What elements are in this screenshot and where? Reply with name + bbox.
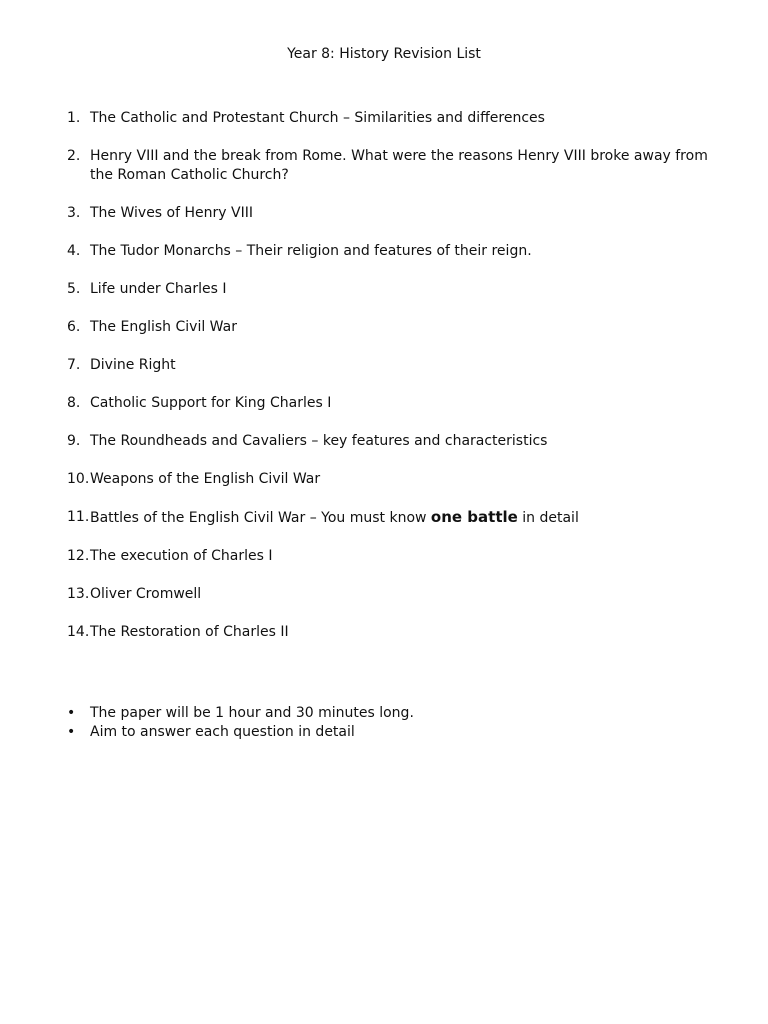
item-text: Henry VIII and the break from Rome. What were the reasons Henry VIII broke away from the Roman Catholic Church?: [90, 148, 708, 183]
item-number: 13.: [67, 586, 90, 602]
list-item: [67, 547, 717, 566]
list-item: [67, 147, 717, 185]
item-text: The Tudor Monarchs – Their religion and features of their reign.: [90, 243, 532, 259]
bullet-icon: •: [67, 724, 76, 740]
page-title: Year 8: History Revision List: [287, 46, 481, 62]
exam-notes-list: [67, 704, 717, 742]
list-item: [67, 204, 717, 223]
note-text: The paper will be 1 hour and 30 minutes long.: [90, 705, 414, 721]
item-text: The execution of Charles I: [90, 548, 273, 564]
item-number: 9.: [67, 433, 81, 449]
item-text: The English Civil War: [90, 319, 237, 335]
item-text: Catholic Support for King Charles I: [90, 395, 332, 411]
item-number: 10.: [67, 471, 90, 487]
list-item: [67, 585, 717, 604]
item-number: 8.: [67, 395, 81, 411]
item-number: 11.: [67, 509, 90, 525]
list-item: [67, 356, 717, 375]
list-item: [67, 109, 717, 128]
item-number: 7.: [67, 357, 81, 373]
list-item: [67, 432, 717, 451]
item-number: 4.: [67, 243, 81, 259]
item-number: 3.: [67, 205, 81, 221]
item-number: 5.: [67, 281, 81, 297]
bullet-icon: •: [67, 705, 76, 721]
item-number: 1.: [67, 110, 81, 126]
item-text: [90, 510, 579, 526]
item-text: Weapons of the English Civil War: [90, 471, 321, 487]
item-text: The Roundheads and Cavaliers – key features and characteristics: [90, 433, 548, 449]
list-item: [67, 470, 717, 489]
list-item: [67, 508, 717, 528]
note-text: Aim to answer each question in detail: [90, 724, 355, 740]
bullet-item: [67, 704, 717, 723]
bullet-item: [67, 723, 717, 742]
list-item: [67, 623, 717, 642]
item-text: The Restoration of Charles II: [90, 624, 289, 640]
item-number: 14.: [67, 624, 90, 640]
list-item: [67, 280, 717, 299]
list-item: [67, 394, 717, 413]
list-item: [67, 318, 717, 337]
revision-topic-list: [67, 109, 717, 661]
item-text-before: Battles of the English Civil War – You must know: [90, 510, 431, 526]
item-text: Divine Right: [90, 357, 176, 373]
item-text: The Wives of Henry VIII: [90, 205, 253, 221]
list-item: [67, 242, 717, 261]
item-number: 6.: [67, 319, 81, 335]
item-number: 12.: [67, 548, 90, 564]
item-text: Oliver Cromwell: [90, 586, 202, 602]
item-text: Life under Charles I: [90, 281, 227, 297]
item-text-after: in detail: [517, 510, 579, 526]
item-text-emphasis: one battle: [430, 508, 518, 526]
item-text: The Catholic and Protestant Church – Similarities and differences: [90, 110, 545, 126]
item-number: 2.: [67, 148, 81, 164]
